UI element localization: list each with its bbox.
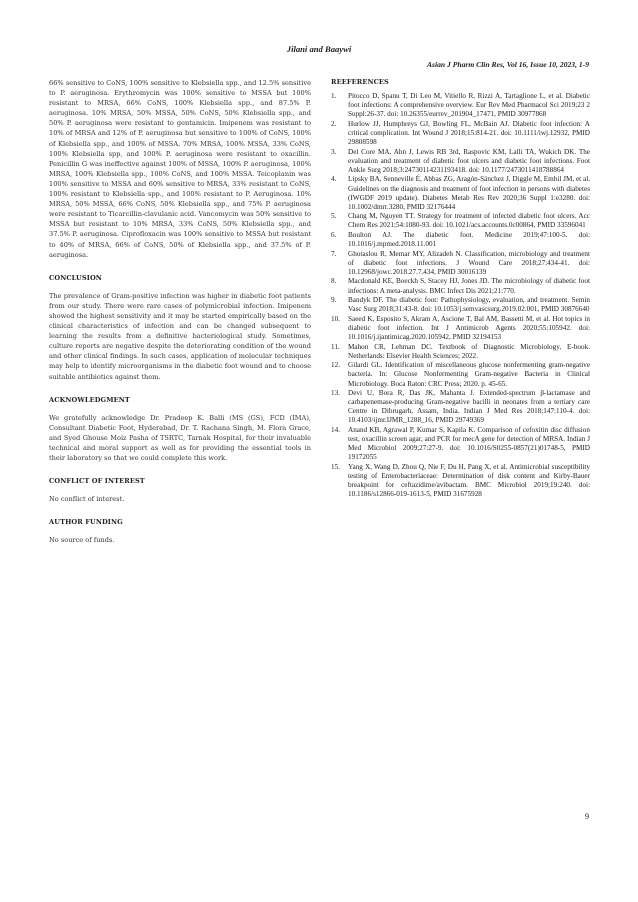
reference-item — [331, 343, 590, 361]
reference-number: 4. — [331, 175, 337, 184]
reference-number: 3. — [331, 147, 337, 156]
conclusion-text: The prevalence of Gram-positive infection was higher in diabetic foot patients from our study. There were rare cases of polymicrobial infection. Imipenem showed the highest sensitivity and it may be started empirically based on the clinical characteristics of infection and can be changed subsequent to learning the results from a definitive bacteriological study. Sometimes, culture reports are negative despite the deteriorating condition of the wound and other clinical findings. In such cases, application of molecular techniques may help to identify microorganisms in the diabetic foot wound and to choose suitable antibiotics against them. — [49, 291, 311, 381]
reference-text: Ghotaslou R, Memar MY, Alizadeh N. Classification, microbiology and treatment of diabetic foot infections. J Wound Care 2018;27:434-41. doi: 10.12968/jowc.2018.27.7.434, PMID 30016139 — [348, 249, 590, 276]
right-column — [331, 78, 590, 500]
reference-text: Bandyk DF. The diabetic foot: Pathophysiology, evaluation, and treatment. Semin Vasc Surg 2018;31:43-8. doi: 10.1053/j.semvascsurg.2019.02.001, PMID 30876640 — [348, 296, 590, 314]
reference-item — [331, 250, 590, 277]
reference-text: Yang X, Wang D, Zhou Q, Nie F, Du H, Pang X, et al. Antimicrobial susceptibility testing of Enterobacteriaceae: Determination of disk content and Kirby-Bauer breakpoint for ceftazidime/avibactam. BMC Microbiol 2019;19:240. doi: 10.1186/s12866-019-1613-5, PMID 31675928 — [348, 462, 590, 499]
running-header-journal: Asian J Pharm Clin Res, Vol 16, Issue 10, 2023, 1-9 — [426, 60, 589, 69]
reference-item — [331, 361, 590, 388]
reference-text: Anand KB, Agrawal P, Kumar S, Kapila K. Comparison of cefoxitin disc diffusion test, oxacillin screen agar, and PCR for mecA gene for detection of MRSA. Indian J Med Microbiol 2009;27:27-9. doi: 10.1016/S0255-0857(21)01748-5, PMID 19172055 — [348, 425, 590, 462]
reference-item — [331, 175, 590, 211]
reference-item — [331, 92, 590, 119]
reference-number: 2. — [331, 119, 337, 128]
reference-item — [331, 426, 590, 462]
reference-item — [331, 120, 590, 147]
running-header-authors: Jilani and Baaywi — [286, 44, 352, 54]
reference-number: 8. — [331, 277, 337, 286]
reference-text: Boulton AJ. The diabetic foot. Medicine 2019;47:100-5. doi: 10.1016/j.mpmed.2018.11.001 — [348, 231, 590, 249]
reference-item — [331, 231, 590, 249]
reference-text: Gilardi GL. Identification of miscellaneous glucose nonfermenting gram-negative bacteria. In: Glucose Nonfermenting Gram-negative Bacteria in Clinical Microbiology. Boca Raton: CRC Press; 2020. p. 45-65. — [348, 361, 590, 388]
conclusion-heading: CONCLUSION — [49, 273, 102, 282]
reference-text: Macdonald KE, Boeckh S, Stacey HJ, Jones JD. The microbiology of diabetic foot infections: A meta-analysis. BMC Infect Dis 2021;21:770. — [348, 277, 590, 295]
reference-text: Pitocco D, Spanu T, Di Leo M, Vitiello R, Rizzi A, Tartaglione L, et al. Diabetic foot infections: A comprehensive overview. Eur Rev Med Pharmacol Sci 2019;23 2 Suppl:26-37. doi: 10.26355/eurrev_201904_17471, PMID 30977868 — [348, 92, 590, 119]
funding-text: No source of funds. — [49, 536, 115, 545]
reference-item — [331, 148, 590, 175]
reference-text: Devi U, Bora R, Das JK, Mahanta J. Extended-spectrum β-lactamase and carbapenemase-producing Gram-negative bacilli in neonates from a tertiary care Centre in Dibrugarh, Assam, India. Indian J Med Res 2018;147:110-4. doi: 10.4103/ijmr.IJMR_1288_16, PMID 29749369 — [348, 389, 590, 425]
reference-text: Saeed K, Esposito S, Akram A, Ascione T, Bal AM, Bassetti M, et al. Hot topics in diabetic foot infection. Int J Antimicrob Agents 2020;55:105942. doi: 10.1016/j.ijantimicag.2020.105942, PMID 32194153 — [348, 314, 590, 342]
reference-number: 13. — [331, 389, 340, 398]
reference-number: 10. — [331, 314, 340, 323]
reference-number: 1. — [331, 92, 337, 101]
results-paragraph: 66% sensitive to CoNS, 100% sensitive to Klebsiella spp., and 12.5% sensitive to P. aeruginosa. Erythromycin was 100% sensitive to MSSA but 100% resistant to MRSA, 66% CoNS, 100% Klebsiella spp., and 87.5% P. aeruginosa. 10% MRSA, 50% MSSA, 50% CoNS, 50% Klebsiella spp., and 50% P. aeruginosa were resistant to gentamicin. Imipenem was resistant to 10% of MRSA and 12% of P. aeruginosa but sensitive to 100% of CoNS, 100% of Klebsiella spp., and 100% of MSSA. 70% MRSA, 100% MSSA, 33% CoNS, 100% Klebsiella spp, and 100% P. aeruginosa were resistant to oxacillin. Penicillin G was ineffective against 100% of MSSA, 100% P. aeruginosa, 100% MRSA, 100% Klebsiella spp., 100% CoNS, and 100% MSSA. Teicoplanin was 100% sensitive to MSSA and 60% sensitive to MRSA, 33% resistant to CoNS, 100% resistant to Klebsiella spp., and 100% resistant to P. Aeruginosa. 10% MRSA, 50% MSSA, 66% CoNS, 50% Klebsiella spp., and 75% P. aeruginosa were resistant to Ticarcillin-clavulanic acid. Vancomycin was 50% sensitive to MSSA but resistant to 10% MRSA, 33% CoNS, 50% Klebsiella spp., and 37.5% P. aeruginosa. Ciprofloxacin was 100% sensitive to MSSA but resistant to 40% of MRSA, 66% of CoNS, 50% of Klebsiella spp., and 37.5% of P. aeruginosa. — [49, 79, 311, 259]
conflict-text: No conflict of interest. — [49, 495, 125, 504]
funding-heading: AUTHOR FUNDING — [49, 518, 123, 527]
reference-number: 9. — [331, 296, 337, 305]
reference-text: Hurlow JJ, Humphreys GJ, Bowling FL, McBain AJ. Diabetic foot infection: A critical complication. Int Wound J 2018;15:814-21. doi: 10.1111/iwj.12932, PMID 29808598 — [348, 119, 590, 147]
reference-item — [331, 389, 590, 425]
reference-item — [331, 212, 590, 230]
reference-number: 11. — [331, 342, 340, 351]
reference-text: Mahon CR, Lehman DC. Textbook of Diagnostic Microbiology, E-book. Netherlands: Elsevier Health Sciences; 2022. — [348, 342, 590, 360]
reference-number: 6. — [331, 231, 337, 239]
reference-text: Del Core MA, Ahn J, Lewis RB 3rd, Raspovic KM, Lalli TA, Wukich DK. The evaluation and treatment of diabetic foot ulcers and diabetic foot infections. Foot Ankle Surg 2018;3:24730114231193418. doi: 10.1177/2473011418788864 — [348, 147, 590, 174]
reference-item — [331, 277, 590, 295]
reference-item — [331, 315, 590, 342]
reference-number: 5. — [331, 212, 337, 221]
left-column — [49, 78, 311, 546]
reference-item — [331, 463, 590, 499]
page-number: 9 — [585, 812, 589, 821]
reference-item — [331, 296, 590, 314]
reference-number: 14. — [331, 425, 340, 434]
reference-number: 7. — [331, 249, 337, 258]
acknowledgment-text: We gratefully acknowledge Dr. Pradeep K. Balli (MS (GS), FCD (IMA), Consultant Diabetic Foot, Hyderabad, Dr. T. Rachana Singh, M. Flora Grace, and Syed Ghouse Moiz Pasha of TSRTC, Tarnak Hospital, for their invaluable technical and moral support as well as for providing the essential tools in their laboratory so that we could complete this work. — [49, 413, 311, 463]
reference-text: Chang M, Nguyen TT. Strategy for treatment of infected diabetic foot ulcers. Acc Chem Res 2021;54:1080-93. doi: 10.1021/acs.accounts.0c00864, PMID 33596041 — [348, 212, 590, 230]
reference-number: 12. — [331, 361, 340, 370]
acknowledgment-heading: ACKNOWLEDGMENT — [49, 395, 130, 404]
reference-list — [331, 92, 590, 499]
references-heading: REEFERENCES — [331, 78, 389, 86]
reference-number: 15. — [331, 462, 340, 471]
conflict-heading: CONFLICT OF INTEREST — [49, 477, 145, 486]
reference-text: Lipsky BA, Senneville É, Abbas ZG, Aragón-Sánchez J, Diggle M, Embil JM, et al. Guidelines on the diagnosis and treatment of foot infection in persons with diabetes (IWGDF 2019 update). Diabetes Metab Res Rev 2020;36 Suppl 1:e3280. doi: 10.1002/dmrr.3280, PMID 32176444 — [348, 175, 590, 211]
